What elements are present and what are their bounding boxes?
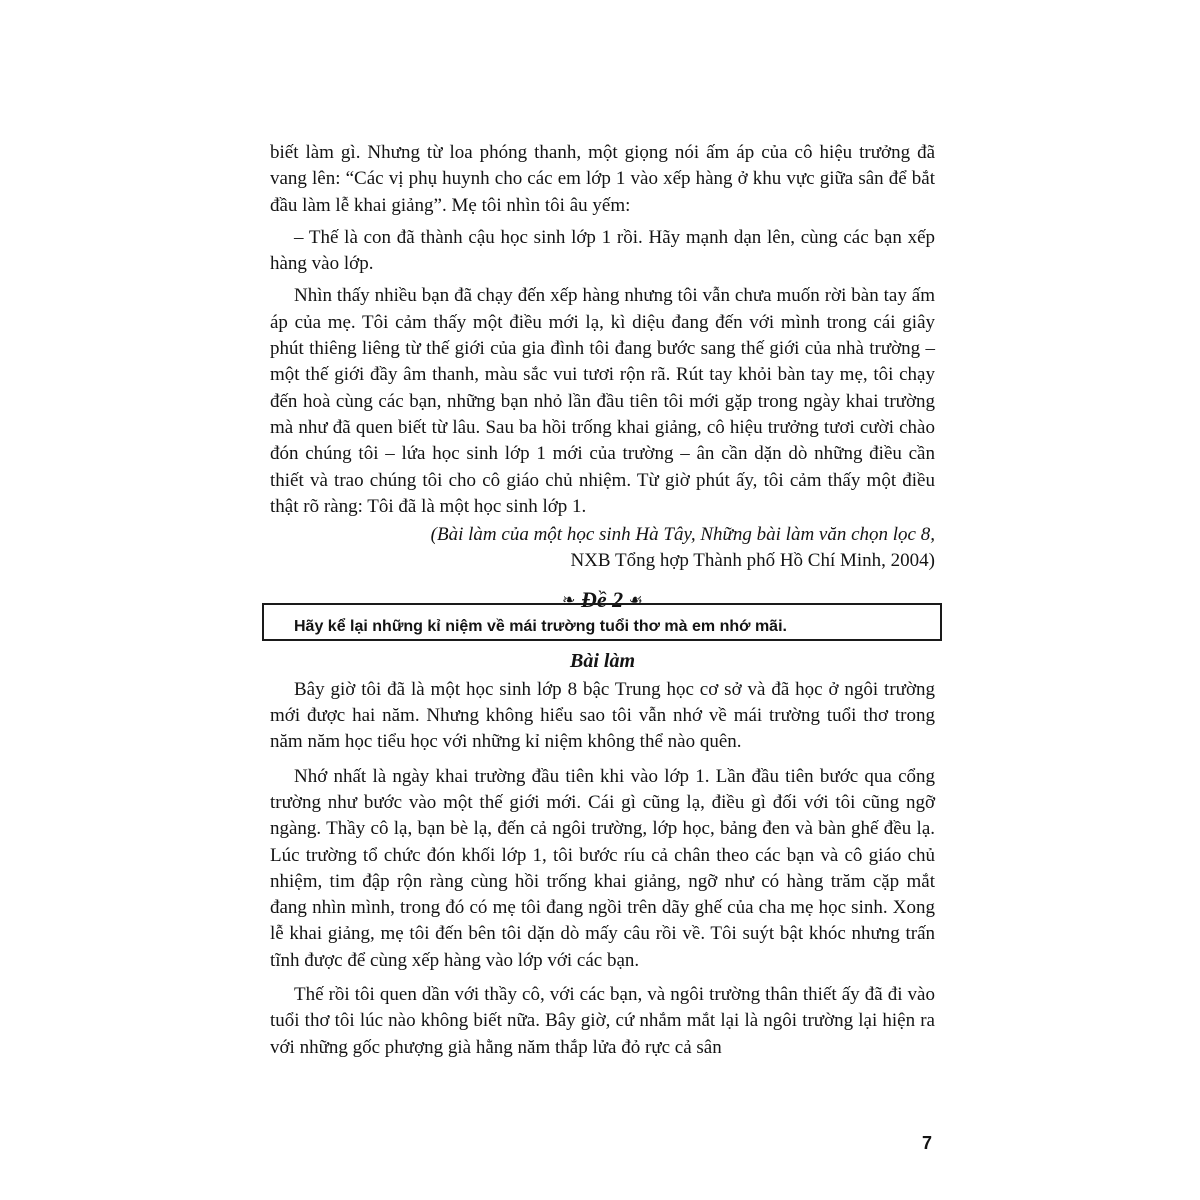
exercise-prompt: Hãy kể lại những kỉ niệm về mái trường tuổi thơ mà em nhớ mãi.: [294, 617, 787, 635]
citation: [270, 522, 935, 575]
paragraph-continuation: biết làm gì. Nhưng từ loa phóng thanh, một giọng nói ấm áp của cô hiệu trưởng đã vang lên: “Các vị phụ huynh cho các em lớp 1 vào xếp hàng ở khu vực giữa sân để bắt đầu làm lễ khai giảng”. Mẹ tôi nhìn tôi âu yếm:: [270, 142, 935, 216]
paragraph-dialogue: – Thế là con đã thành cậu học sinh lớp 1 rồi. Hãy mạnh dạn lên, cùng các bạn xếp hàng vào lớp.: [270, 226, 935, 275]
paragraph-answer-2: Nhớ nhất là ngày khai trường đầu tiên khi vào lớp 1. Lần đầu tiên bước qua cổng trường như bước vào một thế giới mới. Cái gì cũng lạ, điều gì đối với tôi cũng ngỡ ngàng. Thầy cô lạ, bạn bè lạ, đến cả ngôi trường, lớp học, bảng đen và bàn ghế đều lạ. Lúc trường tổ chức đón khối lớp 1, tôi bước ríu cả chân theo các bạn và cô giáo chủ nhiệm, tim đập rộn ràng cùng hồi trống khai giảng, ngỡ như có hàng trăm cặp mắt đang nhìn mình, trong đó có mẹ tôi đang ngồi trên dãy ghế của cha mẹ học sinh. Xong lễ khai giảng, mẹ tôi đến bên tôi dặn dò mấy câu rồi về. Tôi suýt bật khóc nhưng trấn tĩnh được để cùng xếp hàng vào lớp với các bạn.: [270, 765, 935, 971]
exercise-prompt-box: [262, 603, 942, 641]
ornament-right-icon: ☙: [628, 591, 643, 609]
page-number: 7: [922, 1133, 933, 1153]
citation-line-2: NXB Tổng hợp Thành phố Hồ Chí Minh, 2004): [570, 550, 935, 572]
paragraph-answer-3: Thế rồi tôi quen dần với thầy cô, với các bạn, và ngôi trường thân thiết ấy đã đi vào tuổi thơ tôi lúc nào không biết nữa. Bây giờ, cứ nhắm mắt lại là ngôi trường lại hiện ra với những gốc phượng già hằng năm thắp lửa đỏ rực cả sân: [270, 984, 935, 1058]
exercise-title-text: Đề 2: [580, 586, 624, 612]
book-page: [270, 140, 935, 1180]
answer-heading: Bài làm: [569, 649, 635, 672]
citation-line-1: (Bài làm của một học sinh Hà Tây, Những bài làm văn chọn lọc 8,: [430, 524, 935, 546]
ornament-left-icon: ❧: [562, 591, 576, 609]
paragraph-story: Nhìn thấy nhiều bạn đã chạy đến xếp hàng nhưng tôi vẫn chưa muốn rời bàn tay ấm áp của mẹ. Tôi cảm thấy một điều mới lạ, kì diệu đang đến với mình trong cái giây phút thiêng liêng từ thế giới của gia đình tôi đang bước sang thế giới của nhà trường – một thế giới đầy âm thanh, màu sắc vui tươi rộn rã. Rút tay khỏi bàn tay mẹ, tôi chạy đến hoà cùng các bạn, những bạn nhỏ lần đầu tiên tôi mới gặp trong ngày khai trường mà như đã quen biết từ lâu. Sau ba hồi trống khai giảng, cô hiệu trưởng tươi cười chào đón chúng tôi – lứa học sinh lớp 1 mới của trường – ân cần dặn dò những điều cần thiết và trao chúng tôi cho cô giáo chủ nhiệm. Từ giờ phút ấy, tôi cảm thấy một điều thật rõ ràng: Tôi đã là một học sinh lớp 1.: [270, 285, 935, 517]
paragraph-answer-1: Bây giờ tôi đã là một học sinh lớp 8 bậc Trung học cơ sở và đã học ở ngôi trường mới được hai năm. Nhưng không hiểu sao tôi vẫn nhớ về mái trường tuổi thơ trong năm năm học tiểu học với những kỉ niệm không thể nào quên.: [270, 678, 935, 753]
